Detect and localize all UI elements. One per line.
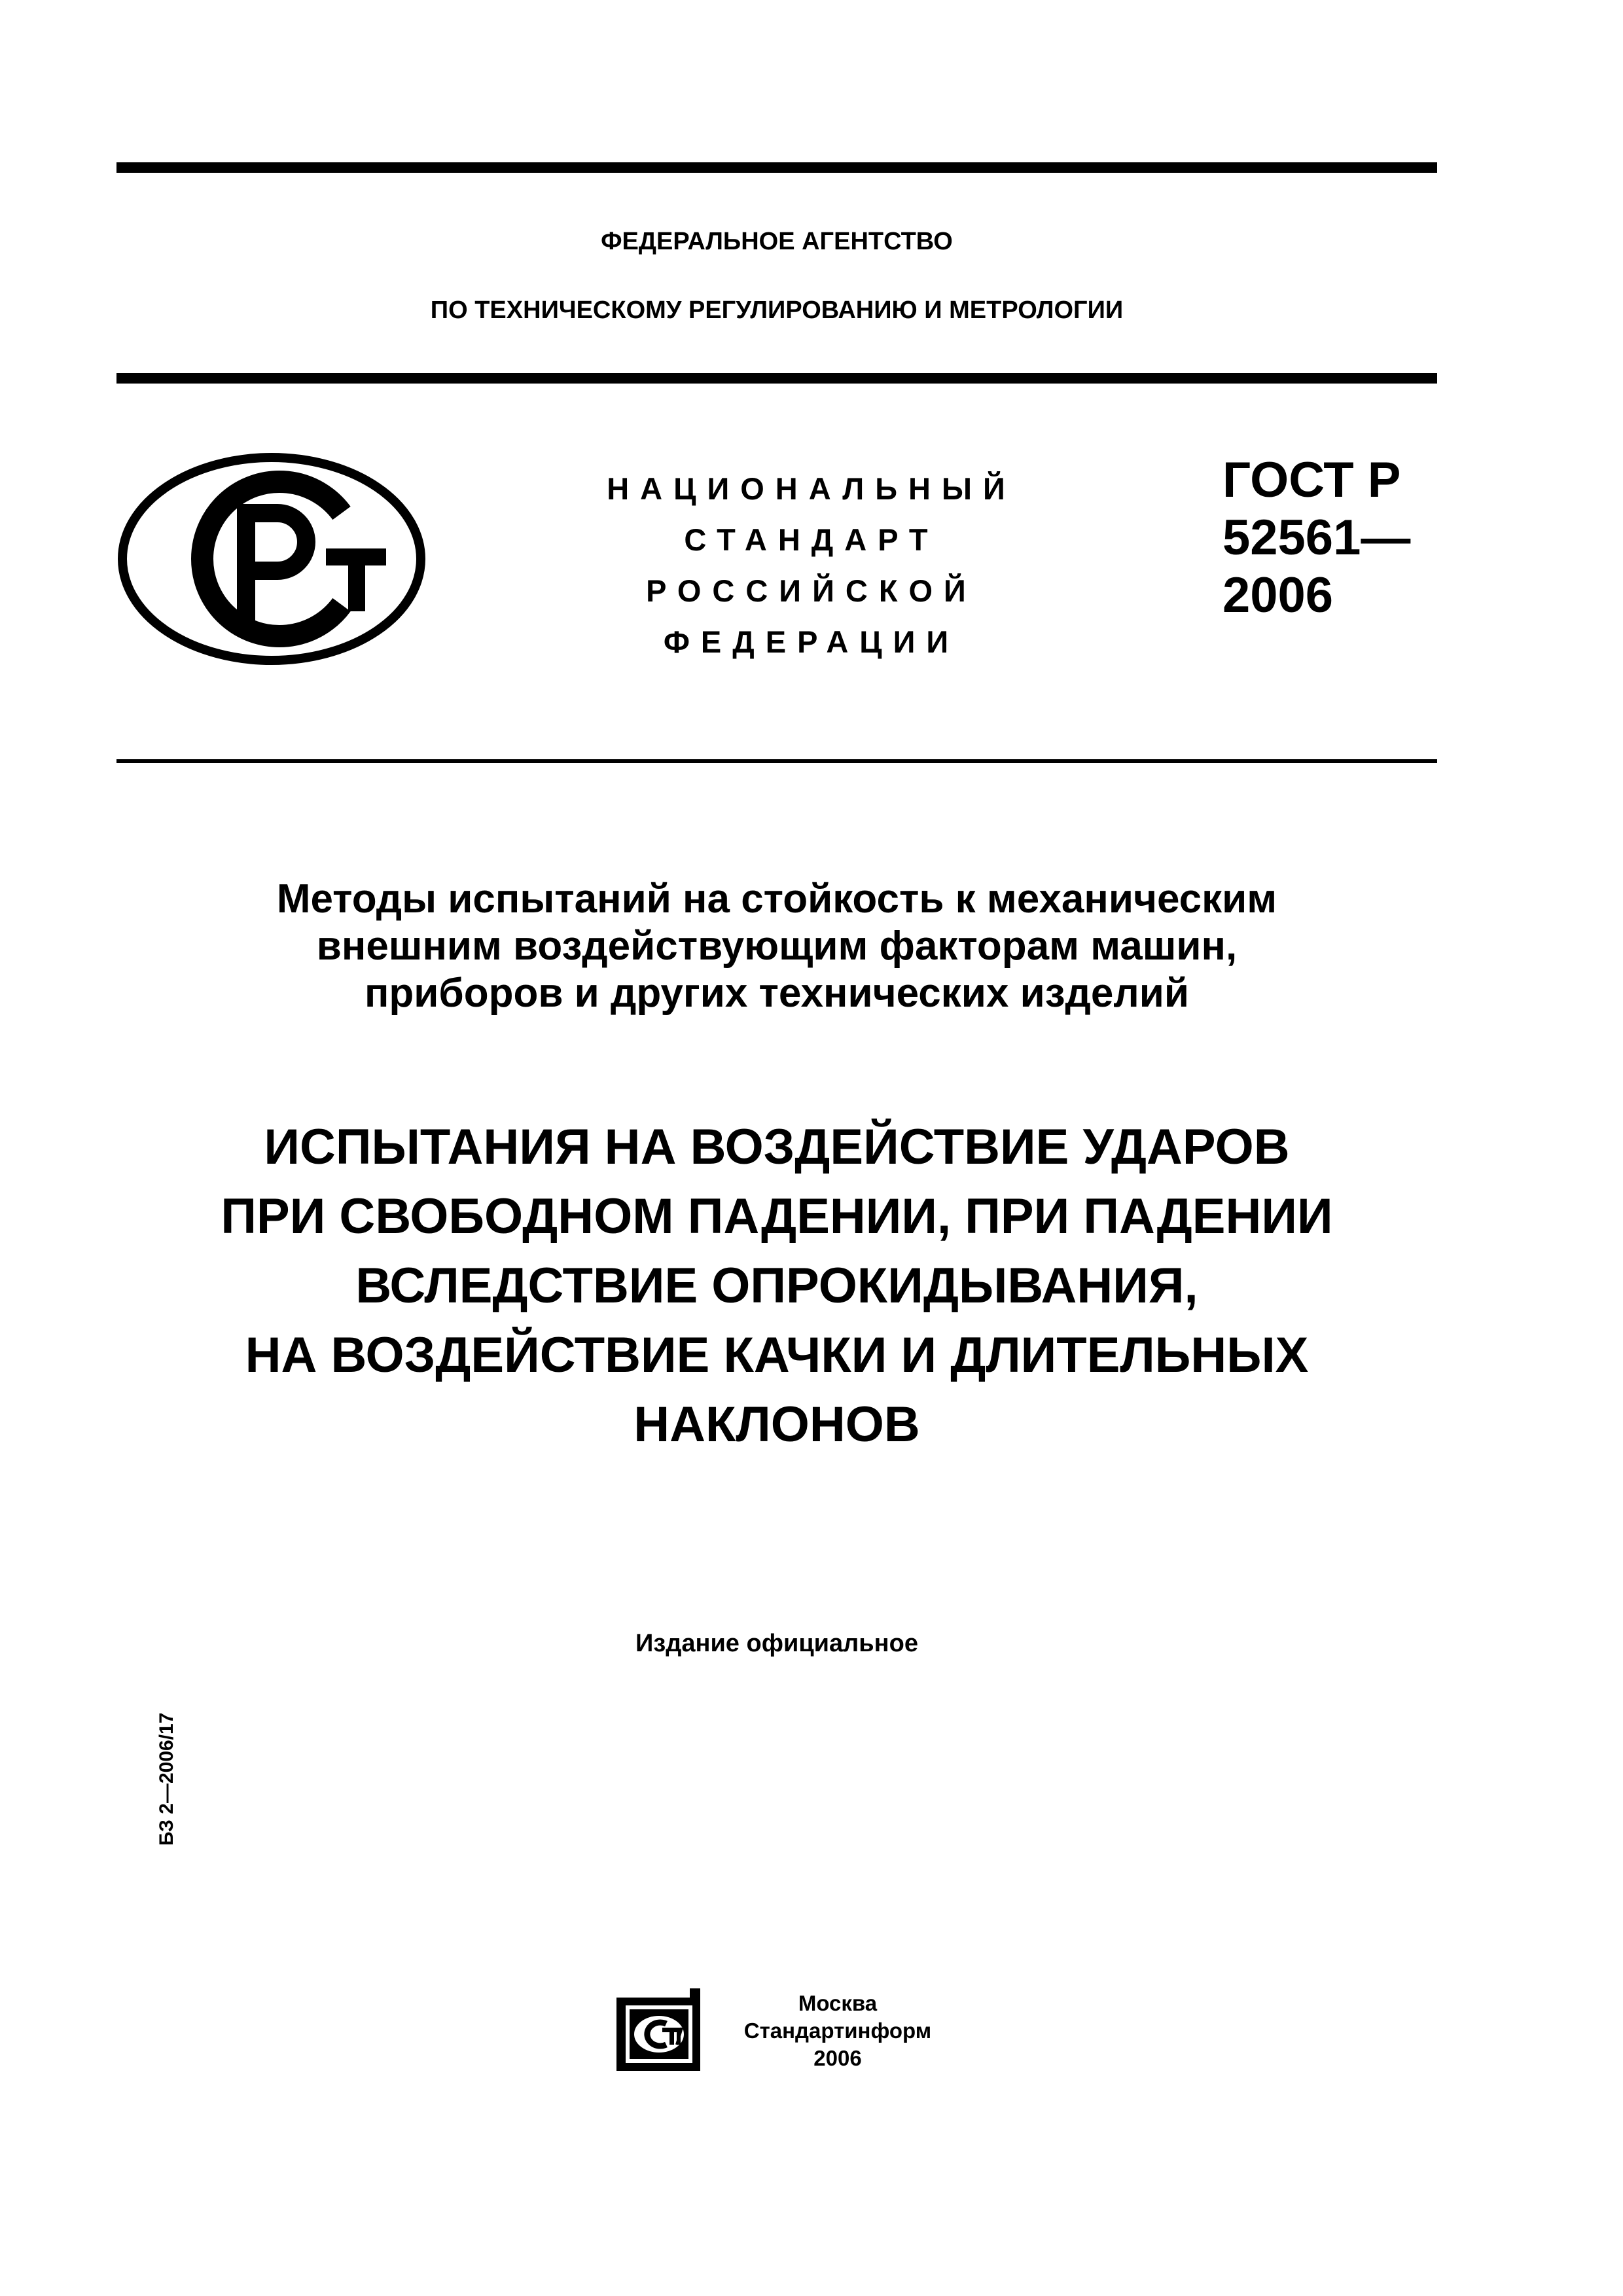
title-line-3: ВСЛЕДСТВИЕ ОПРОКИДЫВАНИЯ, — [355, 1258, 1198, 1314]
publisher-block — [720, 1990, 955, 2072]
middle-rule — [116, 373, 1437, 384]
rst-logo-icon — [118, 453, 425, 666]
document-title — [116, 1113, 1437, 1460]
subtitle-line-3: приборов и других технических изделий — [364, 971, 1189, 1016]
standard-type-line-2: СТАНДАРТ — [684, 522, 939, 557]
agency-line-1: ФЕДЕРАЛЬНОЕ АГЕНТСТВО — [601, 228, 953, 255]
bottom-rule — [116, 759, 1437, 763]
publisher-year: 2006 — [813, 2046, 862, 2070]
publisher-name: Стандартинформ — [743, 2018, 932, 2043]
designation-line-1: ГОСТ Р — [1222, 452, 1401, 508]
title-line-5: НАКЛОНОВ — [633, 1397, 920, 1452]
agency-line-2: ПО ТЕХНИЧЕСКОМУ РЕГУЛИРОВАНИЮ И МЕТРОЛОГИИ — [430, 296, 1124, 324]
edition-label: Издание официальное — [635, 1630, 918, 1657]
standard-type-line-3: РОССИЙСКОЙ — [646, 573, 977, 608]
standard-designation — [1222, 452, 1438, 624]
document-subtitle — [116, 876, 1437, 1017]
publisher-city: Москва — [798, 1991, 878, 2015]
standard-type-line-4: ФЕДЕРАЦИИ — [663, 624, 960, 659]
standard-type-line-1: НАЦИОНАЛЬНЫЙ — [607, 471, 1016, 506]
title-line-1: ИСПЫТАНИЯ НА ВОЗДЕЙСТВИЕ УДАРОВ — [264, 1119, 1290, 1175]
standard-type — [576, 463, 1047, 668]
designation-line-2: 52561— — [1222, 510, 1411, 565]
title-line-2: ПРИ СВОБОДНОМ ПАДЕНИИ, ПРИ ПАДЕНИИ — [221, 1189, 1333, 1244]
standartinform-logo-icon — [611, 1984, 704, 2075]
bz-code: БЗ 2—2006/17 — [156, 1712, 177, 1846]
title-line-4: НА ВОЗДЕЙСТВИЕ КАЧКИ И ДЛИТЕЛЬНЫХ — [245, 1327, 1309, 1383]
designation-line-3: 2006 — [1222, 567, 1334, 623]
subtitle-line-2: внешним воздействующим факторам машин, — [316, 924, 1238, 969]
subtitle-line-1: Методы испытаний на стойкость к механическим — [276, 876, 1277, 922]
top-rule — [116, 162, 1437, 173]
